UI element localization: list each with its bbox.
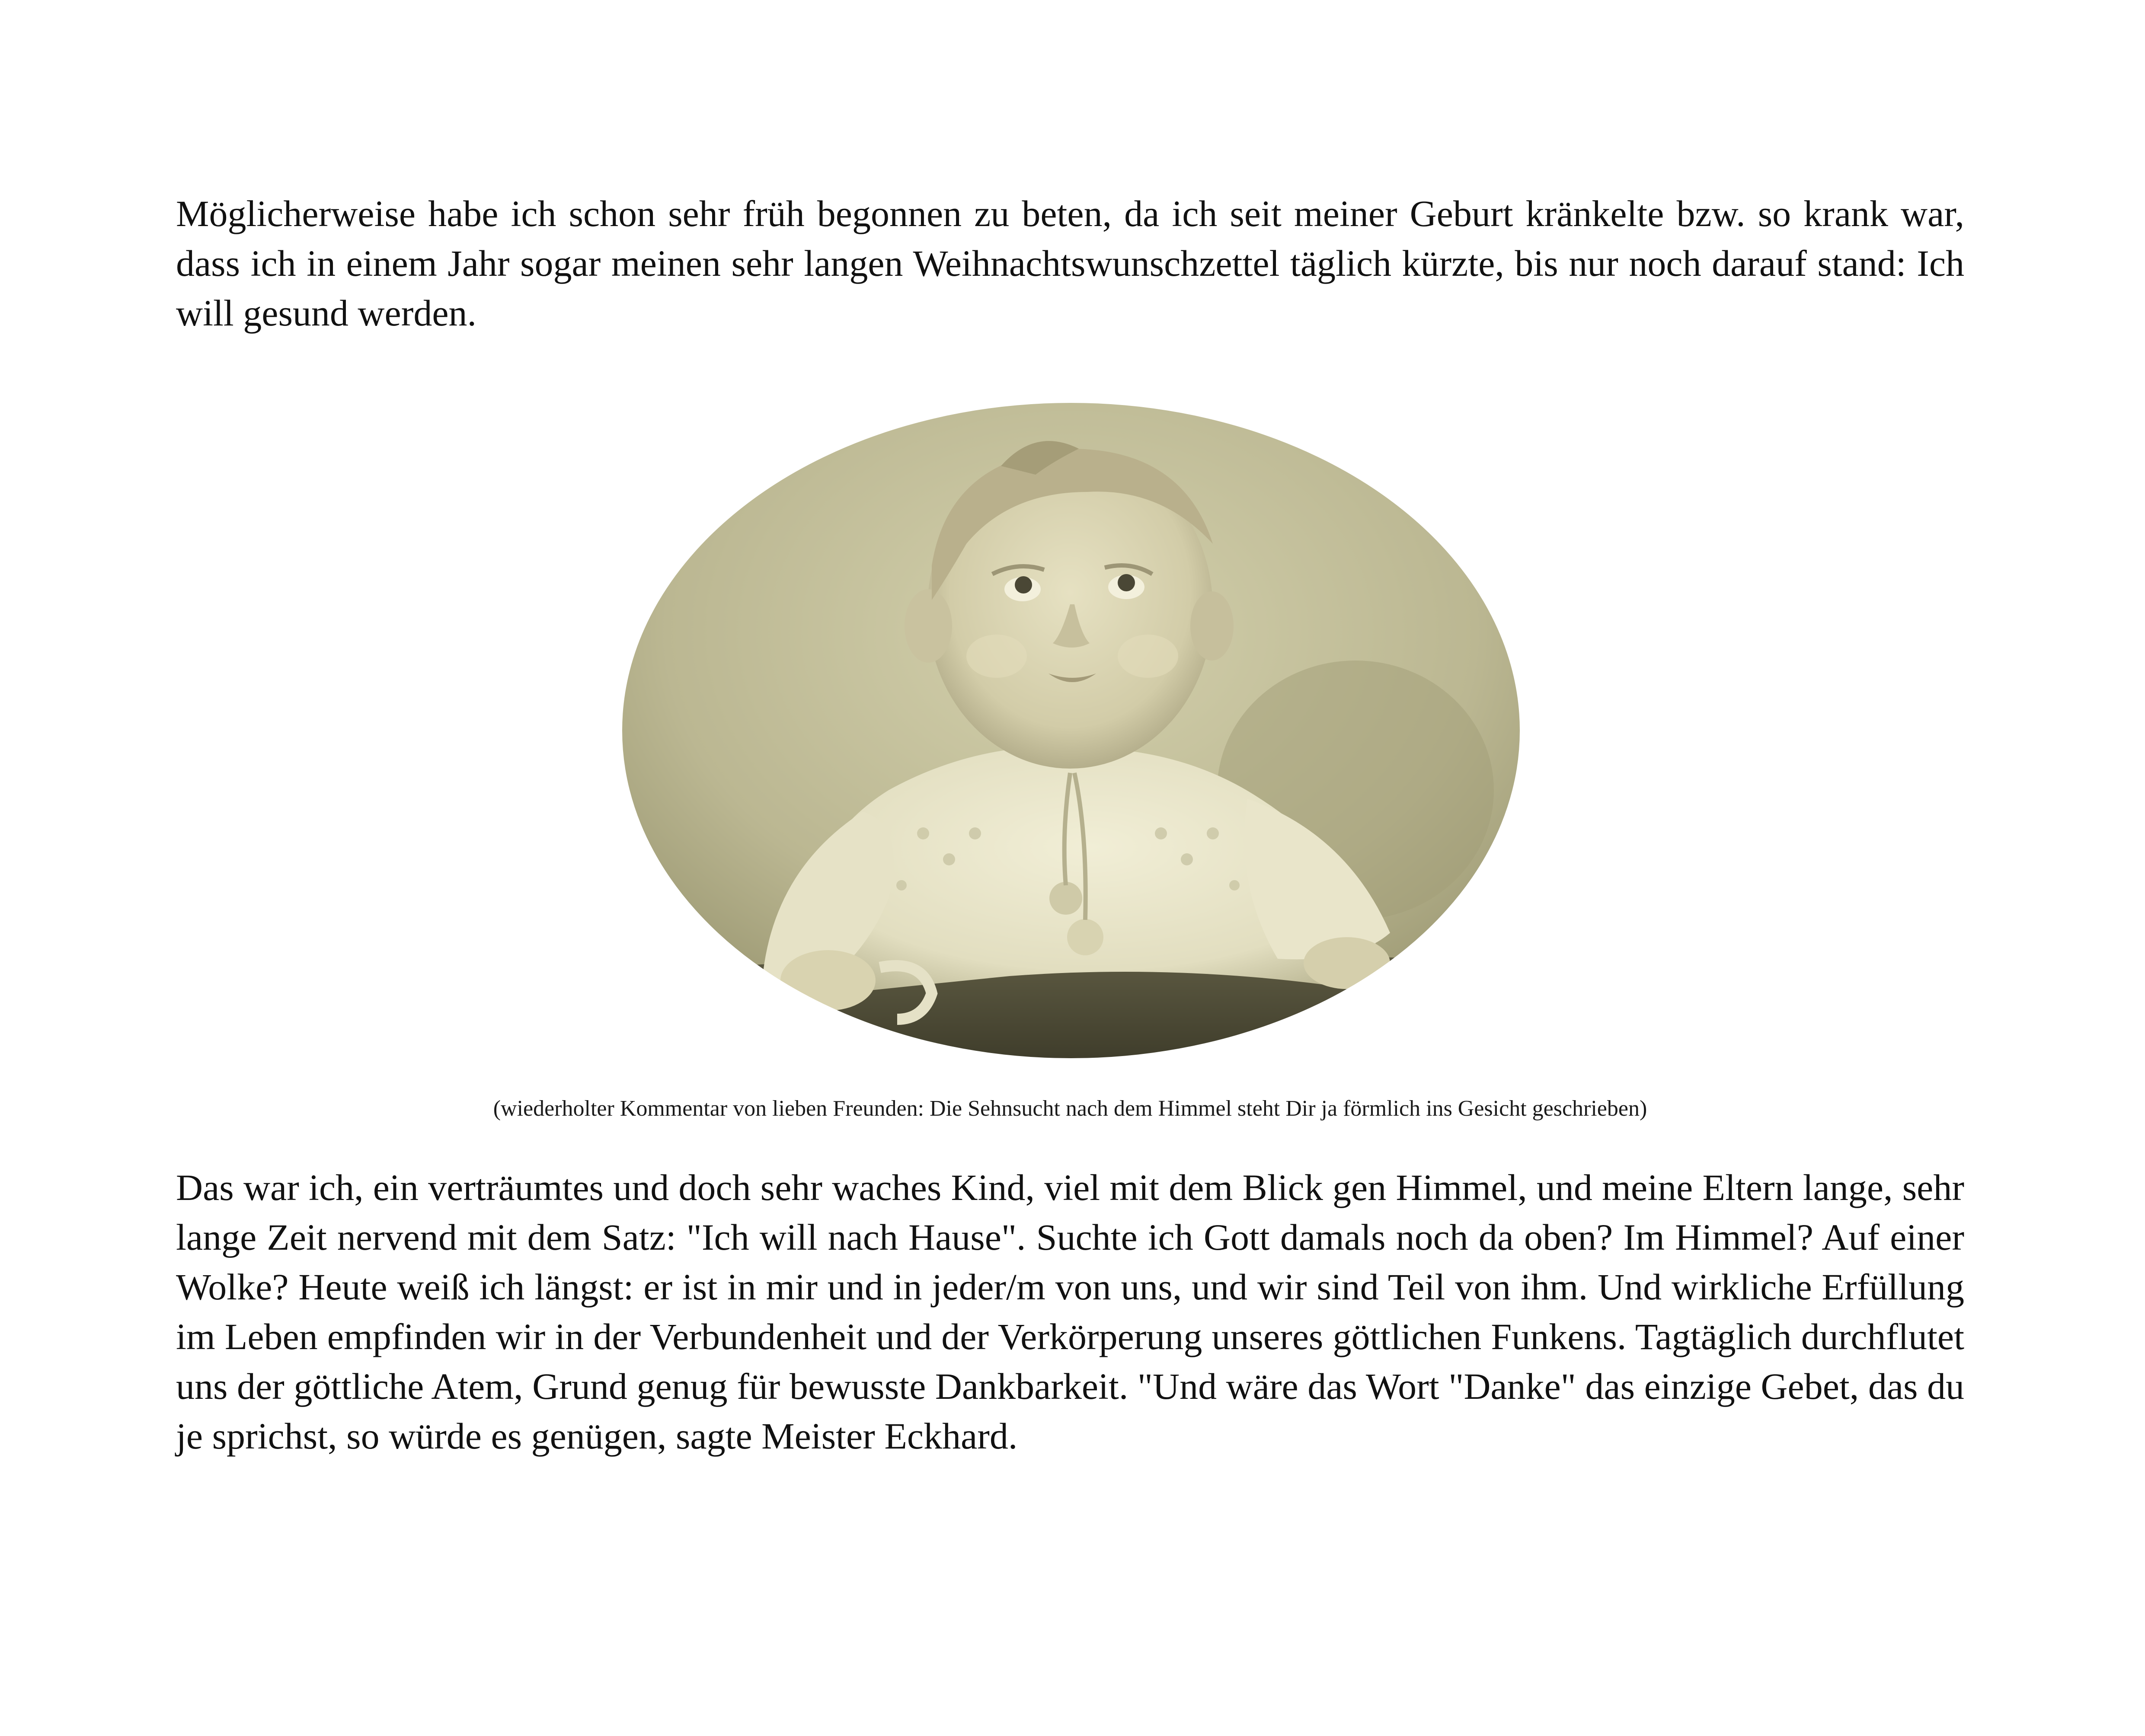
reflection-paragraph: Das war ich, ein verträumtes und doch sehr waches Kind, viel mit dem Blick gen Himmel, und meine Eltern lange, sehr lange Zeit nervend mit dem Satz: "Ich will nach Hause". Suchte ich Gott damals noch da oben? Im Himmel? Auf einer Wolke? Heute weiß ich längst: er ist in mir und in jeder/m von uns, und wir sind Teil von ihm. Und wirkliche Erfüllung im Leben empfinden wir in der Verbundenheit und der Verkörperung unseres göttlichen Funkens. Tagtäglich durchflutet uns der göttliche Atem, Grund genug für bewusste Dankbarkeit. "Und wäre das Wort "Danke" das einzige Gebet, das du je sprichst, so würde es genügen, sagte Meister Eckhard. — [176, 1167, 1964, 1457]
baby-photo — [620, 401, 1522, 1060]
photo-caption: (wiederholter Kommentar von lieben Freunden: Die Sehnsucht nach dem Himmel steht Dir ja förmlich ins Gesicht geschrieben) — [493, 1096, 1647, 1121]
intro-paragraph: Möglicherweise habe ich schon sehr früh begonnen zu beten, da ich seit meiner Geburt kränkelte bzw. so krank war, dass ich in einem Jahr sogar meinen sehr langen Weihnachtswunschzettel täglich kürzte, bis nur noch darauf stand: Ich will gesund werden. — [176, 193, 1964, 334]
baby-photo-illustration — [620, 401, 1522, 1060]
